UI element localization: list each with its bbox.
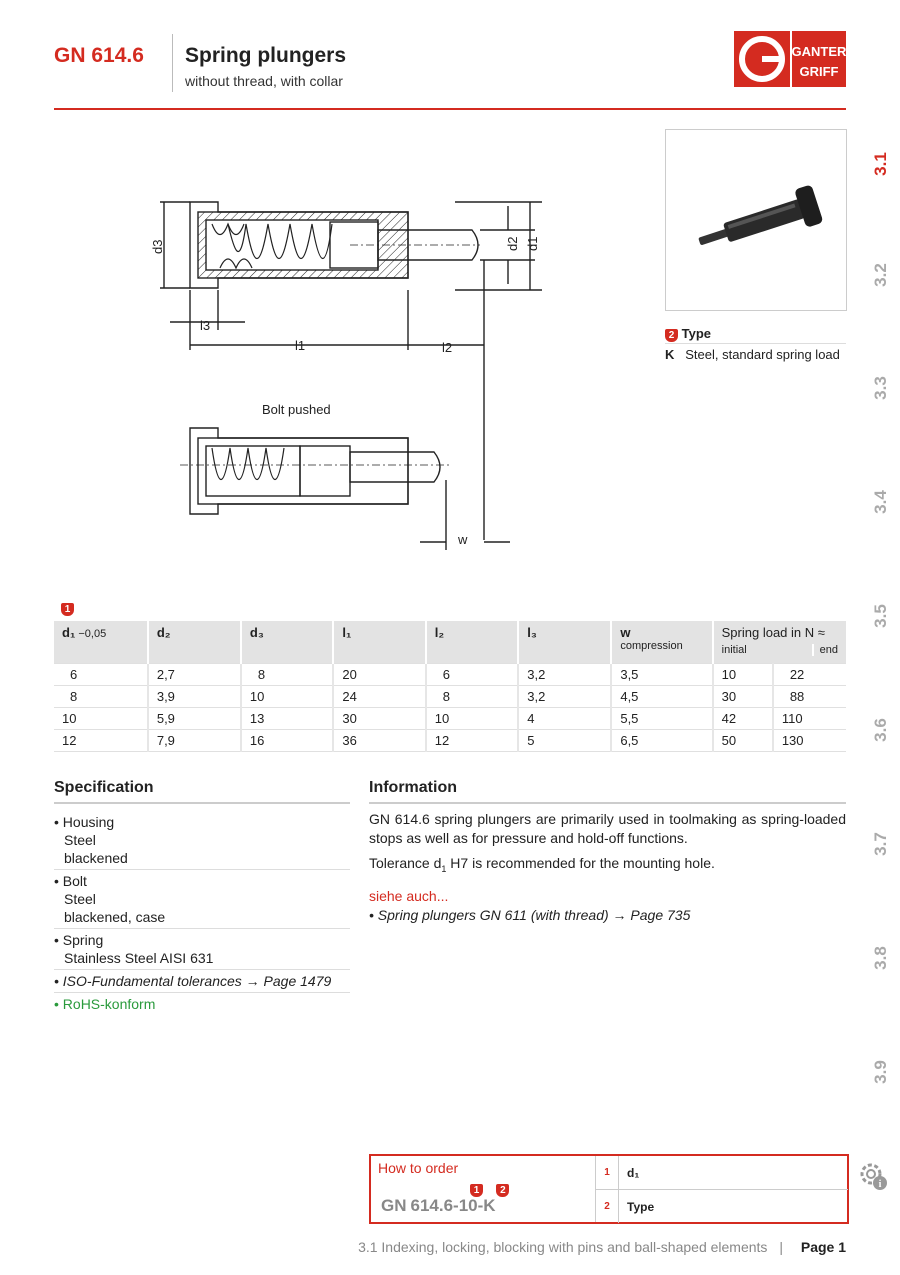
side-nav-item[interactable]: 3.3	[871, 376, 890, 400]
side-nav-item[interactable]: 3.8	[871, 946, 890, 970]
table-cell: 3,2	[518, 686, 611, 708]
order-legend	[595, 1156, 848, 1222]
table-body	[54, 664, 846, 752]
column-header: d₁ −0,05	[54, 621, 148, 664]
rohs-label: • RoHS-konform	[54, 996, 156, 1012]
info-body	[369, 810, 846, 925]
page-subtitle: without thread, with collar	[185, 73, 343, 89]
table-cell: 110	[773, 708, 846, 730]
info-para-2: Tolerance $d_1$ H7 is recommended for the mounting hole.	[369, 855, 715, 874]
spec-item: • Spring Stainless Steel AISI 631	[54, 929, 350, 970]
table-cell: 5,5	[611, 708, 712, 730]
side-nav-item[interactable]: 3.9	[871, 1060, 890, 1084]
table-cell: 7,9	[148, 730, 241, 752]
side-nav-item[interactable]: 3.2	[871, 263, 890, 287]
how-to-order	[369, 1154, 849, 1224]
technical-drawing	[150, 190, 550, 560]
product-code: GN 614.6	[54, 44, 144, 67]
dim-l2: l2	[442, 340, 453, 355]
table-cell: 3,9	[148, 686, 241, 708]
table-cell: 30	[713, 686, 773, 708]
order-badge-2: 2	[496, 1184, 509, 1197]
table-cell: 42	[713, 708, 773, 730]
type-description: Steel, standard spring load	[685, 347, 840, 362]
table-cell: 5	[518, 730, 611, 752]
side-nav-item[interactable]: 3.7	[871, 832, 890, 856]
ganter-logo	[734, 31, 846, 87]
side-nav-item[interactable]: 3.4	[871, 490, 890, 514]
table-cell: 13	[241, 708, 334, 730]
dim-l1: l1	[295, 338, 306, 353]
table-row	[54, 664, 846, 686]
gear-info-icon[interactable]	[857, 1160, 889, 1192]
table-cell: 10	[241, 686, 334, 708]
table-row	[54, 730, 846, 752]
type-heading	[665, 326, 711, 342]
order-left	[371, 1156, 595, 1222]
page-number: Page 1	[800, 1239, 846, 1255]
table-cell: 8	[426, 686, 519, 708]
table-cell: 6	[54, 664, 148, 686]
column-header: l₂	[426, 621, 519, 664]
order-badge-1: 1	[470, 1184, 483, 1197]
table-cell: 88	[773, 686, 846, 708]
table-cell: 8	[241, 664, 334, 686]
table-cell: 3,5	[611, 664, 712, 686]
spec-list	[54, 811, 350, 1015]
footer-text: 3.1 Indexing, locking, blocking with pins and ball-shaped elements	[358, 1239, 768, 1255]
type-rule	[665, 343, 846, 344]
table-cell: 22	[773, 664, 846, 686]
see-also: siehe auch...	[369, 887, 449, 904]
header-divider	[172, 34, 173, 92]
table-cell: 12	[54, 730, 148, 752]
order-title: How to order	[378, 1160, 459, 1176]
table-cell: 16	[241, 730, 334, 752]
table-cell: 10	[54, 708, 148, 730]
svg-text:i: i	[878, 1179, 882, 1190]
order-legend-row: 2 Type	[596, 1190, 848, 1223]
footer	[200, 1239, 846, 1255]
see-also-link[interactable]: • Spring plungers GN 611 (with thread) → Page 735	[369, 906, 691, 923]
table-cell: 50	[713, 730, 773, 752]
info-rule	[369, 802, 846, 804]
type-badge: 2	[665, 329, 678, 342]
column-header: d₂	[148, 621, 241, 664]
spec-item: • Housing Steel blackened	[54, 811, 350, 870]
side-nav-item[interactable]: 3.6	[871, 718, 890, 742]
spec-heading: Specification	[54, 779, 154, 796]
table-cell: 8	[54, 686, 148, 708]
dim-l3: l3	[200, 318, 211, 333]
table-cell: 6	[426, 664, 519, 686]
logo-text-bottom: GRIFF	[799, 64, 839, 79]
spring-load-header: Spring load in N ≈ initial end	[713, 621, 846, 664]
dim-d3: d3	[150, 239, 165, 254]
table-header-row	[54, 621, 846, 664]
product-photo	[665, 129, 847, 311]
spec-item: • Bolt Steel blackened, case	[54, 870, 350, 929]
table-badge: 1	[61, 603, 74, 616]
footer-sep: |	[779, 1239, 783, 1255]
table-cell: 10	[426, 708, 519, 730]
side-nav-item[interactable]: 3.1	[871, 152, 890, 176]
table-row	[54, 708, 846, 730]
table-cell: 3,2	[518, 664, 611, 686]
bolt-pushed-label: Bolt pushed	[262, 402, 331, 417]
logo-text-top: GANTER	[791, 44, 846, 59]
table-cell: 30	[333, 708, 425, 730]
column-header: l₃	[518, 621, 611, 664]
table-row	[54, 686, 846, 708]
table-badge-wrap	[61, 599, 74, 617]
page-title: Spring plungers	[185, 44, 347, 67]
column-header: l₁	[333, 621, 425, 664]
order-legend-row: 1 d₁	[596, 1156, 848, 1190]
table-cell: 5,9	[148, 708, 241, 730]
type-heading-label: Type	[681, 326, 712, 341]
table-cell: 2,7	[148, 664, 241, 686]
table-cell: 12	[426, 730, 519, 752]
iso-tolerance-link[interactable]: • ISO-Fundamental tolerances → Page 1479	[54, 970, 350, 993]
type-row	[665, 347, 840, 362]
table-cell: 36	[333, 730, 425, 752]
spec-rule	[54, 802, 350, 804]
table-cell: 4	[518, 708, 611, 730]
dimension-table	[54, 621, 846, 752]
info-heading: Information	[369, 779, 457, 796]
column-header: d₃	[241, 621, 334, 664]
table-cell: 130	[773, 730, 846, 752]
dim-d1: d1	[525, 236, 540, 251]
dim-w: w	[458, 532, 468, 547]
table-cell: 24	[333, 686, 425, 708]
order-code: GN 614.6-10-K	[381, 1196, 496, 1215]
side-nav-item[interactable]: 3.5	[871, 604, 890, 628]
type-code: K	[665, 347, 675, 362]
table-cell: 6,5	[611, 730, 712, 752]
table-cell: 20	[333, 664, 425, 686]
column-header: w compression	[611, 621, 712, 664]
header-rule	[54, 108, 846, 110]
info-para-1: GN 614.6 spring plungers are primarily used in toolmaking as spring-loaded stops as well as for pressure and hold-off functions.	[369, 811, 846, 846]
table-cell: 10	[713, 664, 773, 686]
dim-d2: d2	[505, 236, 520, 251]
table-cell: 4,5	[611, 686, 712, 708]
